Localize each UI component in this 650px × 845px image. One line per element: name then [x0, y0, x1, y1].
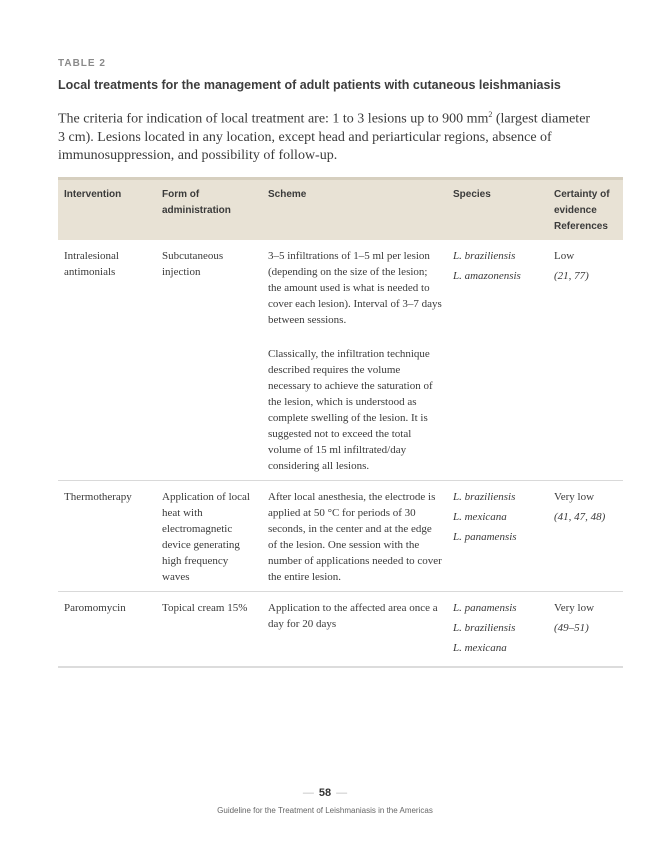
treatments-table [58, 177, 623, 668]
footer-text: Guideline for the Treatment of Leishmaniasis in the Americas [217, 806, 433, 815]
cell-form: Application of local heat with electromagnetic device generating high frequency waves [156, 481, 262, 592]
intro-superscript: 2 [488, 110, 493, 119]
page-number [0, 787, 650, 799]
species-item: L. mexicana [453, 642, 507, 654]
cell-intervention: Thermotherapy [58, 481, 156, 592]
certainty-level: Very low [554, 491, 595, 503]
intro-text-1: The criteria for indication of local treatment are: 1 to 3 lesions up to 900 mm [58, 111, 489, 127]
dash-right-decoration: — [336, 787, 348, 799]
certainty-level: Low [554, 250, 575, 262]
references: (41, 47, 48) [554, 511, 606, 523]
table-title: Local treatments for the management of adult patients with cutaneous leishmaniasis [58, 78, 561, 92]
intro-text-2: (largest diameter 3 cm). Lesions located in any location, except head and periarticular regions, absence of immunosuppression, and possibility of follow-up. [58, 111, 591, 163]
species-item: L. panamensis [453, 531, 517, 543]
cell-certainty [548, 481, 623, 592]
cell-species [447, 240, 548, 481]
references: (21, 77) [554, 270, 589, 282]
column-header-certainty: Certainty of evidence References [548, 179, 623, 241]
table-row [58, 481, 623, 592]
references: (49–51) [554, 622, 589, 634]
table-row [58, 592, 623, 668]
species-item: L. braziliensis [453, 491, 516, 503]
scheme-paragraph: After local anesthesia, the electrode is applied at 50 °C for periods of 30 seconds, in the center and at the edge of the lesion. One session with the number of applications needed to cover the entire lesion. [268, 491, 442, 583]
intro-paragraph [58, 106, 598, 165]
cell-scheme [262, 481, 447, 592]
cell-form: Topical cream 15% [156, 592, 262, 668]
scheme-paragraph: Classically, the infiltration technique described requires the volume necessary to achieve the saturation of the lesion, which is understood as complete swelling of the lesion. It is suggested not to exceed the total volume of 15 ml infiltrated/day considering all lesions. [268, 348, 433, 472]
species-item: L. braziliensis [453, 250, 516, 262]
cell-species [447, 592, 548, 668]
species-item: L. mexicana [453, 511, 507, 523]
table-header-row [58, 179, 623, 241]
species-item: L. braziliensis [453, 622, 516, 634]
scheme-paragraph: 3–5 infiltrations of 1–5 ml per lesion (depending on the size of the lesion; the amount used is what is needed to cover each lesion). Interval of 3–7 days between sessions. [268, 250, 442, 326]
column-header-species: Species [447, 179, 548, 241]
page-number-text: 58 [318, 787, 332, 799]
cell-form: Subcutaneous injection [156, 240, 262, 481]
cell-scheme [262, 240, 447, 481]
cell-intervention: Paromomycin [58, 592, 156, 668]
species-item: L. panamensis [453, 602, 517, 614]
table-row [58, 240, 623, 481]
table-label: TABLE 2 [58, 58, 106, 69]
column-header-form: Form of administration [156, 179, 262, 241]
species-item: L. amazonensis [453, 270, 521, 282]
column-header-scheme: Scheme [262, 179, 447, 241]
cell-certainty [548, 592, 623, 668]
cell-intervention: Intralesional antimonials [58, 240, 156, 481]
cell-certainty [548, 240, 623, 481]
scheme-paragraph: Application to the affected area once a day for 20 days [268, 602, 438, 630]
column-header-intervention: Intervention [58, 179, 156, 241]
certainty-level: Very low [554, 602, 595, 614]
cell-scheme [262, 592, 447, 668]
cell-species [447, 481, 548, 592]
dash-left-decoration: — [302, 787, 314, 799]
